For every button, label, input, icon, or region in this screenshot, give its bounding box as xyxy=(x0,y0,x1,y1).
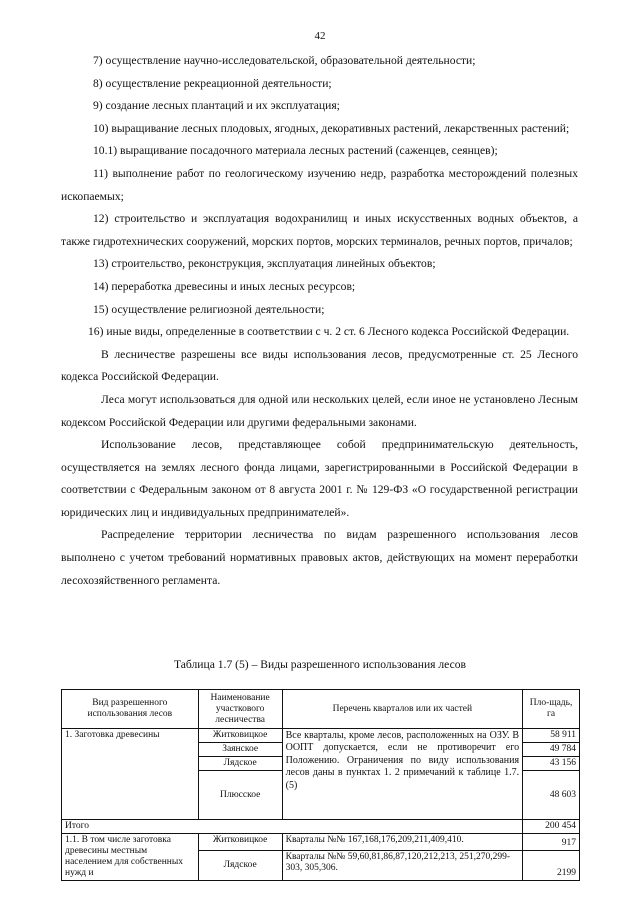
allowed-uses-list xyxy=(61,50,578,344)
cell-district: Лядское xyxy=(198,850,282,880)
cell-area: 43 156 xyxy=(523,757,580,771)
table-caption: Таблица 1.7 (5) – Виды разрешенного использования лесов xyxy=(173,658,467,671)
table-row xyxy=(62,834,580,851)
cell-district: Заянское xyxy=(198,743,282,757)
list-item: 10.1) выращивание посадочного материала лесных растений (саженцев, сеянцев); xyxy=(93,144,498,158)
cell-area: 2199 xyxy=(523,850,580,880)
paragraph: В лесничестве разрешены все виды использования лесов, предусмотренные ст. 25 Лесного кодекса Российской Федерации. xyxy=(61,347,578,384)
list-item: 12) строительство и эксплуатация водохранилищ и иных искусственных водных объектов, а также гидротехнических сооружений, морских портов, морских терминалов, речных портов, причалов; xyxy=(61,212,578,248)
cell-quarters: Все кварталы, кроме лесов, расположенных на ОЗУ. В ООПТ допускается, если не противоречит его Положению. Ограничения по виду использования лесов даны в пунктах 1. 2 примечаний к таблице 1.7.(5) xyxy=(282,729,522,820)
header-type: Вид разрешенного использования лесов xyxy=(62,690,199,729)
cell-use-type: 1.1. В том числе заготовка древесины местным населением для собственных нужд и xyxy=(62,834,199,881)
paragraph: Распределение территории лесничества по видам разрешенного использования лесов выполнено с учетом требований нормативных правовых актов, действующих на момент переработки лесохозяйственного регламента. xyxy=(61,528,578,587)
table-header-row xyxy=(62,690,580,729)
list-item: 10) выращивание лесных плодовых, ягодных, декоративных растений, лекарственных растений; xyxy=(93,121,570,135)
list-item: 13) строительство, реконструкция, эксплуатация линейных объектов; xyxy=(93,257,436,271)
cell-total-area: 200 454 xyxy=(523,820,580,834)
body-paragraphs xyxy=(61,344,578,593)
list-item: 11) выполнение работ по геологическому изучению недр, разработка месторождений полезных ископаемых; xyxy=(61,166,578,203)
header-quarters: Перечень кварталов или их частей xyxy=(282,690,522,729)
cell-district: Плюсское xyxy=(198,771,282,820)
table-total-row xyxy=(62,820,580,834)
cell-area: 49 784 xyxy=(523,743,580,757)
list-item: 14) переработка древесины и иных лесных ресурсов; xyxy=(93,279,356,293)
list-item: 9) создание лесных плантаций и их эксплуатация; xyxy=(93,99,340,113)
paragraph: Леса могут использоваться для одной или нескольких целей, если иное не установлено Лесным кодексом Российской Федерации или другими федеральными законами. xyxy=(61,392,578,429)
page-number: 42 xyxy=(314,30,326,42)
paragraph: Использование лесов, представляющее собой предпринимательскую деятельность, осуществляется на землях лесного фонда лицами, зарегистрированными в Российской Федерации в соответствии с Федеральным законом от 8 августа 2001 г. № 129-ФЗ «О государственной регистрации юридических лиц и индивидуальных предпринимателей». xyxy=(61,438,578,519)
cell-use-type: 1. Заготовка древесины xyxy=(62,729,199,820)
cell-quarters: Кварталы №№ 167,168,176,209,211,409,410. xyxy=(282,834,522,851)
cell-quarters: Кварталы №№ 59,60,81,86,87,120,212,213, 251,270,299-303, 305,306. xyxy=(282,850,522,880)
list-item: 16) иные виды, определенные в соответствии с ч. 2 ст. 6 Лесного кодекса Российской Федерации. xyxy=(88,325,570,339)
header-area: Пло-щадь, га xyxy=(523,690,580,729)
cell-district: Лядское xyxy=(198,757,282,771)
header-district: Наименование участкового лесничества xyxy=(198,690,282,729)
cell-area: 58 911 xyxy=(523,729,580,743)
page-body xyxy=(61,50,578,592)
list-item: 15) осуществление религиозной деятельности; xyxy=(93,302,325,316)
cell-district: Житковицкое xyxy=(198,729,282,743)
table-row xyxy=(62,729,580,743)
list-item: 7) осуществление научно-исследовательской, образовательной деятельности; xyxy=(93,54,476,67)
allowed-uses-table xyxy=(61,689,580,881)
list-item: 8) осуществление рекреационной деятельности; xyxy=(93,76,332,90)
cell-area: 48 603 xyxy=(523,771,580,820)
cell-total-label: Итого xyxy=(62,820,523,834)
cell-district: Житковицкое xyxy=(198,834,282,851)
cell-area: 917 xyxy=(523,834,580,851)
